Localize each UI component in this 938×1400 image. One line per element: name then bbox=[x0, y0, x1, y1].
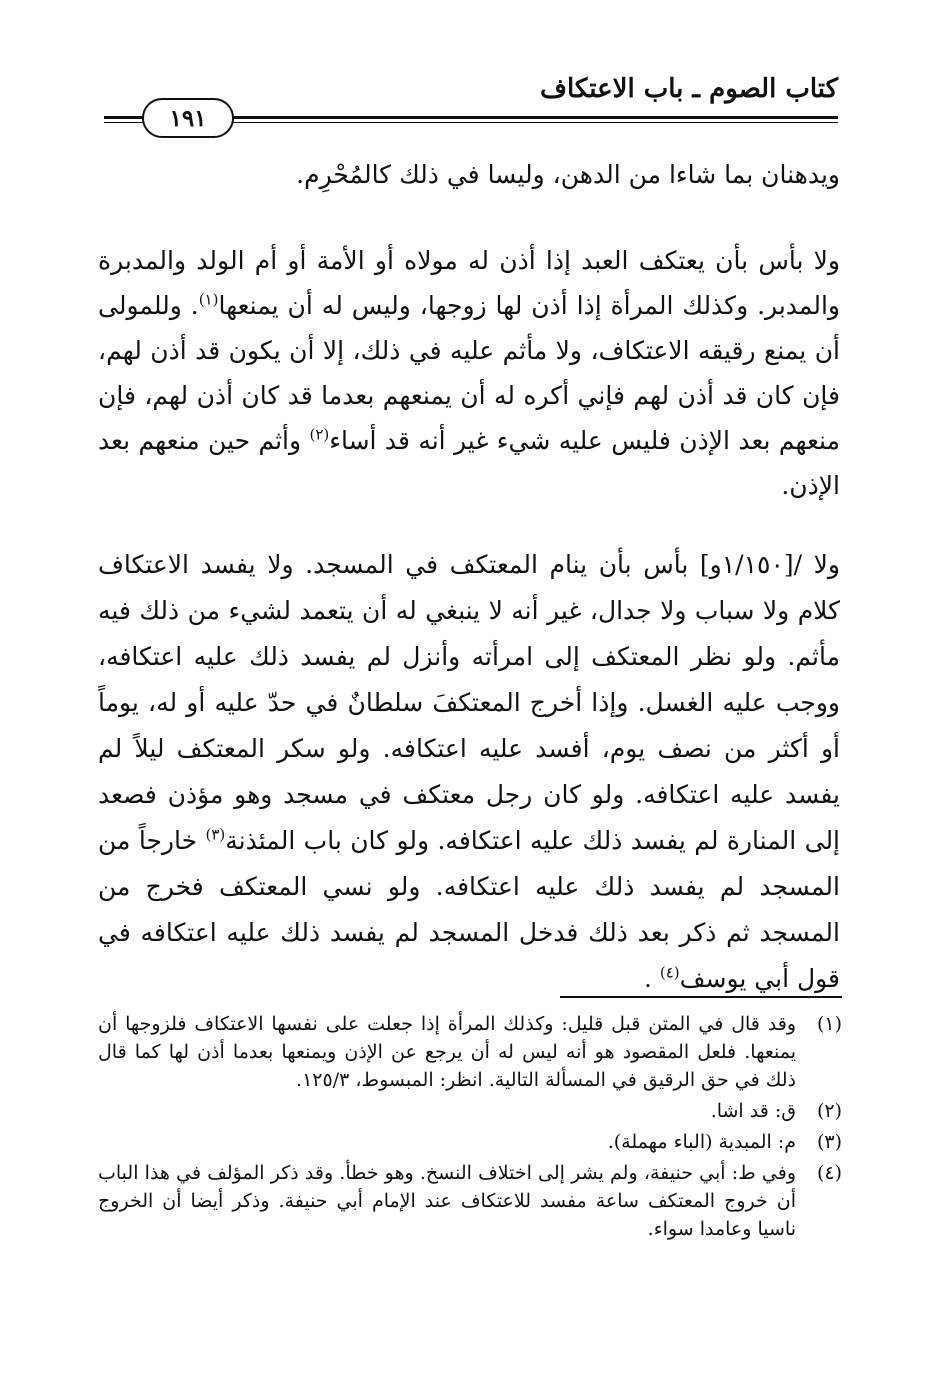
footnote-text: وفي ط: أبي حنيفة، ولم يشر إلى اختلاف النسخ. وهو خطأ. وقد ذكر المؤلف في هذا الباب أن خروج المعتكف ساعة مفسد للاعتكاف عند الإمام أبي حنيفة. وذكر أيضا أن الخروج ناسيا وعامدا سواء. bbox=[98, 1162, 796, 1240]
footnote-ref-1[interactable]: (١) bbox=[198, 290, 219, 309]
footnote-1 bbox=[98, 1010, 842, 1094]
running-title: كتاب الصوم ـ باب الاعتكاف bbox=[540, 74, 838, 104]
paragraph-3 bbox=[98, 542, 840, 1002]
footnote-ref-4[interactable]: (٤) bbox=[659, 963, 680, 982]
page-number: ١٩١ bbox=[169, 104, 207, 132]
footnote-text: م: المبدية (الباء مهملة). bbox=[607, 1131, 796, 1153]
paragraph-2 bbox=[98, 238, 840, 508]
footnote-number: (١) bbox=[816, 1013, 842, 1035]
footnote-4 bbox=[98, 1159, 842, 1243]
footnote-ref-3[interactable]: (٣) bbox=[205, 825, 226, 844]
paragraph-3-end: . bbox=[643, 964, 660, 993]
footnote-number: (٤) bbox=[816, 1162, 842, 1184]
footnotes-section bbox=[98, 1010, 842, 1246]
footnote-2 bbox=[98, 1097, 842, 1125]
footnote-number: (٣) bbox=[816, 1131, 842, 1153]
page-number-badge bbox=[142, 98, 234, 138]
paragraph-3-text-b: خارجاً من المسجد لم يفسد ذلك عليه اعتكافه. ولو نسي المعتكف فخرج من المسجد ثم ذكر بعد ذلك فدخل المسجد لم يفسد ذلك عليه اعتكافه في قول أبي يوسف bbox=[98, 826, 840, 993]
paragraph-2-text-a: ولا بأس بأن يعتكف العبد إذا أذن له مولاه أو الأمة أو أم الولد والمدبرة والمدبر. وكذلك المرأة إذا أذن لها زوجها، وليس له أن يمنعها bbox=[98, 246, 841, 320]
paragraph-1 bbox=[98, 152, 840, 198]
footnote-separator bbox=[560, 996, 842, 998]
footnote-3 bbox=[98, 1128, 842, 1156]
footnote-text: ق: قد اشا. bbox=[710, 1100, 796, 1122]
footnote-number: (٢) bbox=[816, 1100, 842, 1122]
paragraph-3-text-a: ولا /[١/١٥٠و] بأس بأن ينام المعتكف في المسجد. ولا يفسد الاعتكاف كلام ولا سباب ولا جدال، غير أنه لا ينبغي له أن يتعمد لشيء من ذلك فيه مأثم. ولو نظر المعتكف إلى امرأته وأنزل لم يفسد ذلك عليه اعتكافه، ووجب عليه الغسل. وإذا أخرج المعتكفَ سلطانٌ في حدّ عليه أو له، يوماً أو أكثر من نصف يوم، أفسد عليه اعتكافه. ولو سكر المعتكف ليلاً لم يفسد عليه اعتكافه. ولو كان رجل معتكف في مسجد وهو مؤذن فصعد إلى المنارة لم يفسد ذلك عليه اعتكافه. ولو كان باب المئذنة bbox=[98, 550, 841, 855]
footnote-ref-2[interactable]: (٢) bbox=[309, 425, 330, 444]
paragraph-2-text-c: وأثم حين منعهم بعد الإذن. bbox=[98, 426, 840, 500]
footnote-text: وقد قال في المتن قبل قليل: وكذلك المرأة إذا جعلت على نفسها الاعتكاف فلزوجها أن يمنعها. فلعل المقصود هو أنه ليس له أن يرجع عن الإذن ويمنعها بعدما أذن لها كما قال ذلك في حق الرقيق في المسألة التالية. انظر: المبسوط، ١٢٥/٣. bbox=[98, 1013, 796, 1091]
paragraph-1-text: ويدهنان بما شاءا من الدهن، وليسا في ذلك كالمُحْرِم. bbox=[296, 160, 840, 189]
paragraph-2-text-b: . وللمولى أن يمنع رقيقه الاعتكاف، ولا مأثم عليه في ذلك، إلا أن يكون قد أذن لهم، فإن كان قد أذن لهم فإني أكره له أن يمنعهم بعدما قد كان أذن لهم، فإن منعهم بعد الإذن فليس عليه شيء غير أنه قد أساء bbox=[98, 291, 840, 455]
